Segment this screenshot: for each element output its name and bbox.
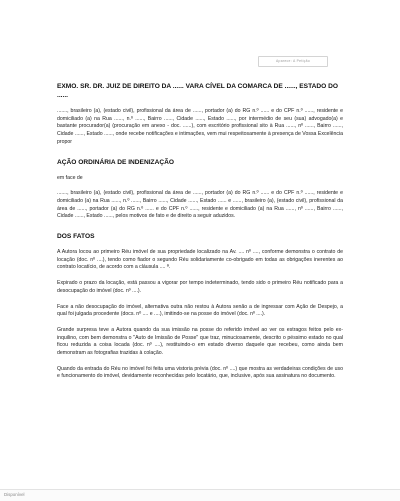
- facts-paragraph-1: A Autora locou ao primeiro Réu imóvel de sua propriedade localizado na Av. .... nº ...., conforme demonstra o contrato de locação (doc. nº ....), tendo como fiador o segundo Réu solidariamente co-obrigado em todas as obrigações inerentes ao contrato locatício, de acordo com a cláusula .... ª.: [57, 249, 343, 271]
- defendant-paragraph: ......., brasileiro (a), (estado civil), profissional da área de ......, portador (a) do RG n.º ...... e do CPF n.º ......, residente e domiciliado (a) na Rua ......, n.º ......, Bairro ......, Cidade ......, Estado ...... e ......, brasileiro (a), (estado civil), profissional da área de ......, portador (a) do RG n.º ...... e do CPF n.º ......, residente e domiciliado (a) na Rua ......, nº ......, Bairro ......, Cidade ......, Estado ......, pelos motivos de fato e de direito a seguir aduzidos.: [57, 190, 343, 220]
- document-title: EXMO. SR. DR. JUIZ DE DIREITO DA ...... VARA CÍVEL DA COMARCA DE ......, ESTADO DO ......: [57, 83, 338, 99]
- facts-paragraph-3: Face a não desocupação do imóvel, alternativa outra não restou à Autora senão a de ingressar com Ação de Despejo, a qual foi julgada procedente (docs. nº .... e ....), imitindo-se na posse do imóvel (doc. nº ....).: [57, 303, 343, 318]
- em-face-text: em face de: [57, 174, 83, 181]
- action-title: AÇÃO ORDINÁRIA DE INDENIZAÇÃO: [57, 158, 174, 166]
- facts-paragraph-4: Grande surpresa teve a Autora quando da sua imissão na posse do referido imóvel ao ver os estragos feitos pelo ex-inquilino, com bem demonstra o "Auto de Imissão de Posse" que traz, minuciosamente, descrito o péssimo estado no qual ficou reduzida a coisa locada (doc. nº ....), restituindo-o em estado diverso daquele que recebeu, como ainda bem demonstram as fotografias trazidas à colação.: [57, 326, 343, 357]
- facts-paragraph-5: Quando da entrada do Réu no imóvel foi feita uma vistoria prévia (doc. nº ....) que mostra as verdadeiras condições de uso e funcionamento do imóvel, devidamente reconhecidas pelo locatário, que, inclusive, após sua assinatura no documento.: [57, 365, 343, 380]
- facts-paragraph-2: Expirado o prazo da locação, está passou a vigorar por tempo indeterminado, tendo sido o primeiro Réu notificado para a desocupação do imóvel (doc. nº ....).: [57, 280, 343, 294]
- facts-title: DOS FATOS: [57, 233, 95, 241]
- footer-bar: [0, 489, 400, 501]
- document-body: [57, 82, 343, 381]
- intro-paragraph: ......., brasileiro (a), (estado civil), profissional da área de ......, portador (a) do RG n.º ...... e do CPF n.º ......, residente e domiciliado (a) na Rua ......, n.º ......, Bairro ......, Cidade ......, Estado ......, por intermédio de seu (sua) advogado(a) e bastante procurador(a) (procuração em anexo - doc. ......), com escritório profissional sito à Rua ......, nº ......, Bairro ......, Cidade ......, Estado ......, onde recebe notificações e intimações, vem mui respeitosamente à presença de Vossa Excelência propor: [57, 108, 343, 145]
- document-stamp: Aparece: A Petição: [258, 56, 328, 67]
- footer-label: Disponível: [4, 492, 25, 497]
